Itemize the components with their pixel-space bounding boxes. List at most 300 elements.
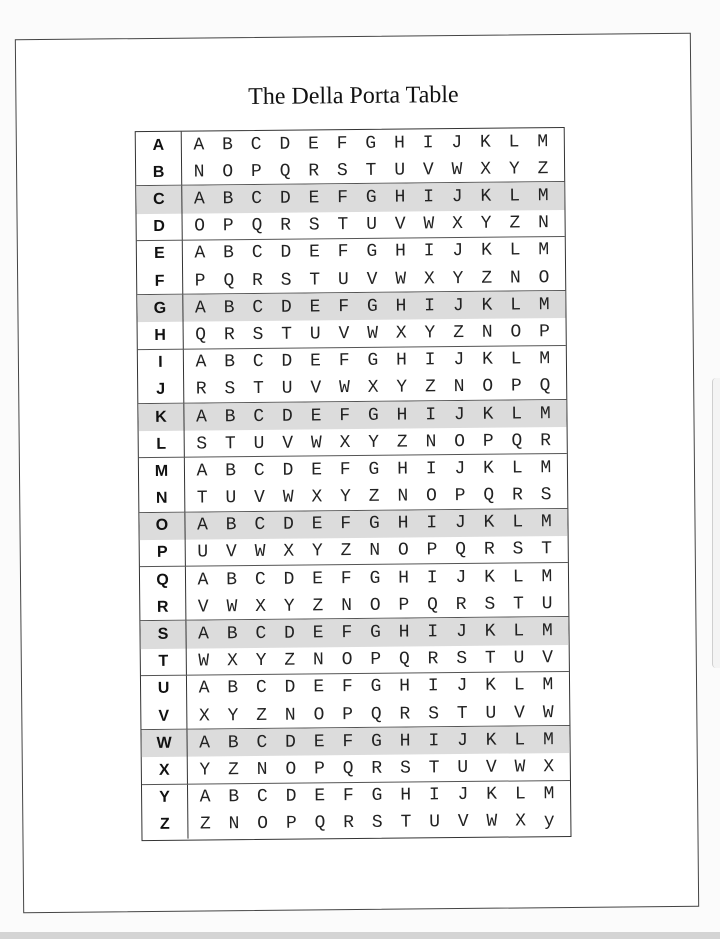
table-row-pair: [141, 726, 570, 784]
cipher-letter: E: [312, 568, 324, 590]
cipher-letter: B: [222, 189, 234, 210]
cipher-letter: C: [251, 188, 263, 209]
cipher-letter: M: [539, 349, 551, 370]
cipher-letter: G: [371, 785, 383, 807]
cipher-letter: P: [482, 431, 494, 452]
cipher-letter: S: [308, 215, 320, 236]
cipher-letter: F: [340, 514, 352, 535]
cipher-letter: H: [400, 785, 412, 806]
cipher-letter: Y: [508, 159, 520, 180]
cipher-letter: V: [282, 433, 294, 454]
cipher-letter: X: [367, 378, 379, 399]
cipher-letter: N: [537, 213, 549, 234]
cipher-letter: O: [397, 540, 409, 562]
cipher-letter: B: [224, 352, 236, 373]
cipher-letter: B: [225, 515, 237, 536]
cipher-letter: J: [454, 513, 466, 534]
cipher-letter: N: [369, 541, 381, 562]
cipher-letter: A: [197, 570, 209, 591]
cipher-letter: F: [338, 351, 350, 372]
cipher-letter: J: [455, 567, 467, 588]
cipher-letter: E: [311, 514, 323, 535]
cipher-letter: X: [515, 811, 527, 832]
cipher-letter: N: [228, 814, 240, 835]
key-letter: Z: [159, 816, 170, 834]
cipher-letter: Z: [453, 322, 465, 343]
alphabet-row-top: [188, 400, 558, 431]
cipher-letter: T: [281, 324, 293, 345]
table-row-pair: [139, 509, 568, 567]
cipher-letter: U: [429, 812, 441, 833]
cipher-letter: I: [428, 731, 440, 752]
cipher-letter: U: [197, 542, 209, 564]
key-letter: V: [158, 707, 170, 725]
cipher-letter: F: [339, 459, 351, 481]
cipher-letter: J: [456, 730, 468, 751]
cipher-letter: A: [193, 135, 205, 156]
scrollbar-tab[interactable]: [712, 378, 720, 668]
cipher-letter: Z: [228, 760, 240, 781]
cipher-letter: C: [254, 515, 266, 536]
cipher-letter: D: [285, 732, 297, 753]
key-letter: M: [154, 462, 169, 480]
key-letter: R: [156, 598, 169, 616]
cipher-letter: G: [366, 242, 378, 263]
key-letter: I: [158, 353, 163, 372]
cipher-letter: M: [538, 240, 550, 261]
cipher-letter: V: [514, 703, 526, 724]
cipher-letter: K: [482, 404, 494, 425]
cipher-letter: N: [425, 431, 437, 453]
cipher-letter: A: [194, 243, 206, 264]
cipher-letter: D: [281, 351, 293, 372]
cipher-letter: A: [196, 515, 209, 536]
cipher-letter: X: [480, 159, 492, 180]
cipher-letter: X: [283, 542, 295, 563]
cipher-letter: U: [253, 433, 265, 454]
cipher-letter: I: [422, 132, 434, 153]
cipher-letter: K: [481, 295, 493, 316]
cipher-letter: E: [308, 188, 320, 209]
table-row-pair: [139, 454, 568, 512]
cipher-letter: U: [337, 269, 349, 290]
table-row-pair: [138, 346, 567, 404]
cipher-letter: D: [281, 406, 293, 427]
cipher-letter: T: [337, 215, 349, 236]
key-letter: H: [154, 326, 167, 344]
cipher-letter: C: [256, 732, 268, 753]
cipher-letter: y: [543, 811, 555, 832]
cipher-letter: H: [398, 568, 410, 589]
cipher-letter: W: [254, 542, 266, 563]
cipher-letter: B: [223, 297, 235, 319]
key-letter: O: [155, 517, 169, 535]
alphabet-row-top: [189, 454, 559, 485]
cipher-letter: Q: [398, 649, 410, 670]
cipher-letter: S: [252, 324, 264, 345]
cipher-letter: S: [280, 270, 292, 291]
cipher-letter: Y: [368, 432, 380, 453]
cipher-letter: X: [198, 706, 210, 727]
cipher-letter: H: [395, 296, 407, 317]
alphabet-row-top: [186, 128, 556, 159]
cipher-letter: D: [285, 786, 297, 807]
cipher-letter: I: [424, 350, 436, 371]
cipher-letter: O: [341, 650, 353, 671]
cipher-letter: G: [369, 568, 381, 589]
cipher-letter: Q: [370, 704, 382, 725]
cipher-letter: I: [428, 785, 440, 806]
cipher-letter: A: [199, 787, 211, 808]
cipher-letter: B: [227, 678, 239, 699]
cipher-letter: J: [456, 676, 468, 697]
cipher-letter: C: [253, 460, 265, 481]
cipher-letter: E: [310, 351, 322, 372]
cipher-letter: I: [425, 459, 437, 480]
cipher-letter: X: [311, 487, 323, 508]
cipher-letter: L: [513, 675, 525, 696]
cipher-letter: U: [457, 757, 469, 779]
cipher-letter: S: [371, 813, 383, 834]
cipher-letter: R: [427, 649, 439, 670]
cipher-letter: M: [540, 458, 552, 479]
cipher-letter: N: [312, 650, 324, 671]
cipher-letter: S: [540, 485, 552, 506]
cipher-letter: F: [341, 623, 353, 644]
cipher-letter: P: [285, 813, 297, 835]
cipher-letter: W: [282, 487, 294, 508]
cipher-letter: Q: [539, 376, 551, 397]
cipher-letter: Q: [195, 325, 207, 346]
cipher-letter: S: [456, 649, 468, 670]
cipher-letter: N: [284, 705, 296, 726]
cipher-letter: F: [342, 731, 354, 752]
cipher-letter: V: [457, 812, 469, 833]
cipher-letter: A: [196, 461, 208, 482]
cipher-letter: T: [484, 648, 496, 670]
cipher-letter: T: [365, 160, 377, 181]
alphabet-row-top: [188, 346, 558, 377]
cipher-letter: S: [224, 379, 236, 400]
alphabet-row-top: [190, 618, 560, 649]
cipher-letter: E: [314, 786, 326, 807]
cipher-letter: P: [250, 161, 262, 182]
cipher-letter: A: [198, 678, 210, 699]
bottom-edge: [0, 932, 720, 939]
table-row-pair: [140, 617, 569, 675]
cipher-letter: I: [424, 295, 436, 317]
cipher-letter: L: [513, 621, 525, 642]
cipher-letter: Q: [279, 161, 291, 182]
key-letter: K: [155, 408, 167, 426]
cipher-letter: O: [194, 216, 206, 237]
cipher-letter: U: [394, 160, 406, 181]
cipher-letter: W: [310, 433, 322, 454]
cipher-letter: E: [312, 623, 324, 644]
cipher-letter: P: [539, 322, 551, 343]
cipher-letter: O: [313, 704, 325, 726]
cipher-letter: R: [343, 813, 355, 834]
cipher-letter: K: [483, 458, 495, 479]
cipher-letter: W: [451, 159, 463, 180]
cipher-letter: Z: [509, 213, 521, 234]
cipher-letter: V: [310, 378, 322, 399]
cipher-letter: G: [367, 350, 379, 372]
cipher-letter: W: [542, 702, 554, 723]
cipher-letter: O: [454, 431, 466, 452]
cipher-letter: L: [514, 784, 526, 805]
cipher-letter: T: [400, 812, 412, 833]
cipher-letter: M: [541, 566, 553, 587]
key-letter: Q: [156, 571, 169, 589]
key-letter: P: [156, 544, 168, 562]
cipher-letter: K: [485, 676, 497, 697]
cipher-letter: D: [283, 569, 295, 590]
cipher-letter: G: [365, 133, 377, 154]
cipher-letter: Q: [483, 485, 495, 506]
cipher-letter: T: [253, 379, 265, 400]
cipher-letter: W: [198, 651, 210, 672]
cipher-letter: Y: [255, 651, 267, 672]
cipher-letter: C: [252, 297, 264, 318]
cipher-letter: J: [455, 622, 467, 643]
page-title: The Della Porta Table: [248, 82, 459, 111]
cipher-letter: K: [480, 186, 492, 207]
cipher-letter: X: [226, 651, 238, 672]
cipher-letter: L: [512, 512, 524, 533]
cipher-letter: V: [485, 757, 497, 778]
alphabet-row-top: [187, 291, 557, 322]
cipher-letter: T: [541, 539, 553, 560]
cipher-letter: Q: [427, 595, 439, 616]
cipher-letter: G: [368, 514, 380, 535]
cipher-letter: J: [454, 458, 466, 479]
cipher-letter: E: [310, 405, 322, 426]
cipher-letter: T: [456, 703, 468, 724]
key-letter: D: [153, 217, 165, 236]
cipher-letter: Y: [480, 213, 492, 234]
cipher-letter: B: [226, 624, 238, 645]
cipher-letter: L: [509, 186, 521, 207]
cipher-letter: V: [225, 542, 237, 563]
cipher-letter: H: [393, 133, 405, 154]
cipher-letter: D: [280, 242, 292, 264]
cipher-letter: C: [250, 134, 262, 155]
cipher-letter: D: [284, 678, 296, 699]
cipher-letter: Q: [455, 540, 467, 561]
cipher-letter: C: [255, 678, 267, 699]
cipher-letter: K: [484, 567, 496, 588]
cipher-letter: K: [485, 730, 497, 751]
cipher-letter: P: [426, 540, 438, 561]
table-row-pair: [137, 291, 566, 349]
cipher-letter: O: [425, 486, 437, 507]
cipher-letter: U: [541, 593, 553, 615]
alphabet-row-top: [191, 672, 561, 703]
key-letter: U: [157, 680, 170, 698]
cipher-letter: F: [339, 405, 351, 426]
cipher-letter: Z: [199, 814, 211, 835]
cipher-letter: J: [451, 132, 463, 153]
document-page: [15, 33, 699, 913]
cipher-letter: C: [256, 787, 268, 808]
cipher-letter: D: [280, 297, 292, 318]
alphabet-row-top: [190, 563, 560, 594]
cipher-letter: R: [223, 325, 235, 346]
cipher-letter: Z: [368, 486, 380, 507]
key-letter: J: [156, 381, 166, 399]
cipher-letter: P: [510, 376, 522, 397]
cipher-letter: G: [370, 677, 382, 698]
cipher-letter: S: [512, 539, 524, 560]
cipher-letter: M: [542, 729, 554, 751]
cipher-letter: Y: [311, 541, 323, 562]
cipher-letter: Z: [284, 650, 296, 671]
cipher-letter: M: [541, 621, 553, 642]
cipher-letter: Z: [340, 541, 352, 562]
cipher-letter: J: [451, 186, 463, 208]
cipher-letter: R: [511, 485, 523, 506]
cipher-letter: H: [394, 187, 406, 208]
cipher-letter: M: [538, 294, 550, 315]
cipher-letter: Y: [227, 705, 239, 726]
cipher-letter: G: [371, 731, 383, 752]
cipher-letter: S: [336, 160, 348, 181]
cipher-letter: T: [512, 594, 524, 615]
cipher-letter: B: [226, 569, 238, 590]
key-letter: G: [153, 299, 167, 317]
cipher-letter: V: [422, 160, 434, 181]
cipher-letter: Z: [256, 705, 268, 726]
cipher-letter: U: [513, 648, 525, 669]
alphabet-row-bottom: [192, 808, 562, 839]
cipher-letter: L: [511, 458, 523, 479]
cipher-letter: Y: [424, 323, 436, 344]
cipher-letter: O: [369, 595, 381, 616]
cipher-letter: K: [479, 132, 491, 153]
cipher-letter: V: [366, 269, 378, 290]
cipher-letter: R: [308, 161, 320, 182]
cipher-letter: P: [194, 270, 206, 292]
cipher-letter: A: [193, 189, 205, 210]
key-letter: S: [157, 625, 169, 643]
cipher-letter: N: [341, 595, 353, 617]
cipher-letter: L: [512, 567, 524, 588]
cipher-letter: G: [367, 405, 379, 426]
table-row-pair: [136, 128, 565, 186]
cipher-letter: V: [394, 214, 406, 235]
cipher-letter: F: [337, 188, 349, 209]
key-letter: E: [153, 245, 165, 263]
cipher-letter: V: [338, 323, 350, 345]
cipher-letter: S: [196, 434, 208, 455]
cipher-letter: J: [453, 404, 465, 425]
cipher-letter: K: [483, 512, 495, 534]
table-row-pair: [141, 672, 570, 730]
cipher-letter: L: [514, 730, 526, 751]
cipher-letter: U: [366, 214, 378, 236]
cipher-letter: D: [282, 460, 294, 481]
cipher-letter: D: [279, 188, 291, 209]
cipher-letter: U: [281, 378, 293, 400]
cipher-letter: M: [540, 512, 552, 533]
cipher-letter: I: [427, 676, 439, 697]
key-letter: Y: [159, 789, 171, 807]
cipher-letter: F: [341, 677, 353, 698]
cipher-letter: S: [484, 594, 496, 615]
cipher-letter: R: [195, 379, 207, 400]
cipher-letter: V: [197, 597, 209, 618]
cipher-letter: C: [252, 352, 264, 373]
cipher-letter: H: [396, 350, 408, 371]
cipher-letter: Y: [199, 760, 211, 781]
table-row-pair: [137, 237, 566, 295]
cipher-letter: J: [457, 785, 469, 806]
table-row-pair: [138, 400, 567, 458]
cipher-letter: X: [339, 432, 351, 453]
cipher-letter: R: [455, 594, 467, 615]
cipher-letter: H: [396, 405, 408, 426]
cipher-letter: W: [514, 757, 526, 778]
cipher-letter: L: [509, 240, 521, 261]
key-letter: F: [154, 272, 165, 290]
cipher-letter: M: [539, 403, 551, 424]
cipher-letter: R: [251, 270, 263, 291]
key-letter: W: [156, 734, 172, 752]
cipher-letter: N: [193, 162, 205, 183]
cipher-letter: P: [313, 759, 325, 780]
cipher-letter: T: [196, 488, 208, 509]
cipher-letter: I: [423, 187, 435, 208]
cipher-letter: R: [399, 704, 411, 725]
cipher-letter: Q: [342, 759, 354, 780]
cipher-letter: H: [399, 731, 411, 752]
cipher-letter: B: [224, 406, 236, 427]
cipher-letter: S: [399, 758, 411, 779]
cipher-letter: M: [543, 784, 555, 805]
table-row-pair: [136, 182, 565, 240]
cipher-letter: Q: [314, 813, 326, 834]
cipher-letter: W: [226, 596, 238, 618]
cipher-letter: H: [399, 676, 411, 698]
cipher-letter: P: [454, 486, 466, 507]
key-letter: X: [158, 761, 170, 779]
cipher-letter: K: [481, 349, 493, 370]
cipher-letter: G: [368, 459, 380, 480]
cipher-letter: M: [542, 675, 554, 696]
cipher-letter: W: [423, 214, 435, 235]
cipher-letter: U: [485, 703, 497, 724]
cipher-letter: N: [453, 377, 465, 398]
cipher-letter: L: [511, 403, 523, 425]
cipher-letter: E: [313, 732, 325, 753]
cipher-letter: E: [313, 677, 325, 698]
cipher-letter: C: [255, 623, 267, 645]
key-letter: N: [155, 489, 168, 508]
cipher-letter: P: [370, 650, 382, 671]
cipher-letter: T: [224, 433, 236, 454]
key-letter: L: [156, 435, 167, 453]
cipher-letter: F: [337, 242, 349, 263]
cipher-letter: B: [223, 243, 235, 264]
cipher-letter: M: [537, 131, 549, 152]
cipher-letter: Z: [424, 377, 436, 398]
key-letter: C: [153, 190, 165, 208]
cipher-letter: E: [311, 460, 323, 481]
cipher-letter: Y: [452, 268, 464, 289]
cipher-letter: X: [423, 268, 435, 289]
cipher-letter: N: [397, 486, 409, 507]
